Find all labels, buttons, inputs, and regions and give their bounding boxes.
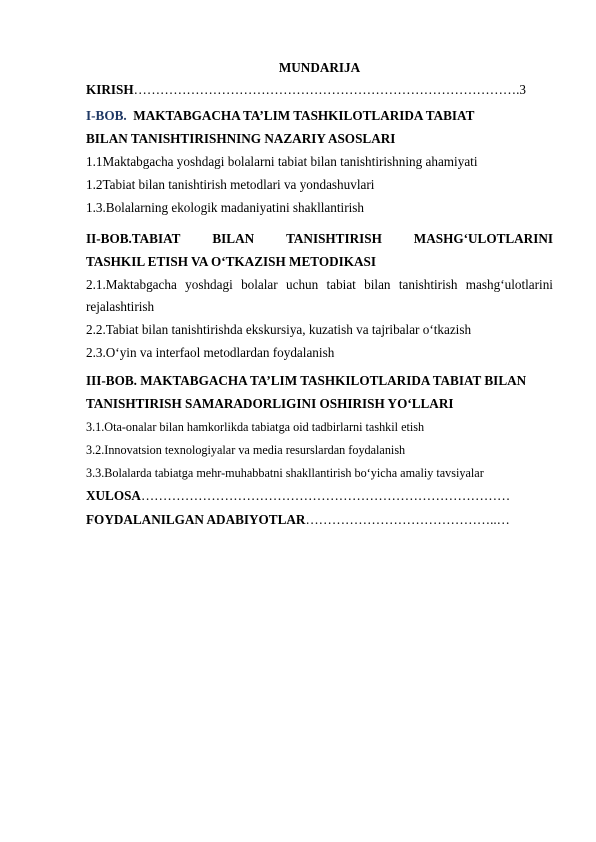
toc-entry-label: KIRISH — [86, 82, 134, 97]
chapter1-prefix: I-BOB. — [86, 108, 127, 123]
toc-dots: ………………………………………………………………………… — [140, 488, 511, 503]
item-word: mashg‘ulotlarini — [465, 277, 553, 292]
toc-item-1-3: 1.3.Bolalarning ekologik madaniyatini shakllantirish — [86, 200, 364, 215]
item-word: tabiat — [326, 277, 356, 292]
toc-item-3-3: 3.3.Bolalarda tabiatga mehr-muhabbatni shakllantirish bo‘yicha amaliy tavsiyalar — [86, 466, 484, 480]
chapter1-title-line2: BILAN TANISHTIRISHNING NAZARIY ASOSLARI — [86, 131, 396, 146]
item-word: uchun — [286, 277, 319, 292]
item-word: tanishtirish — [398, 277, 458, 292]
heading-word: BILAN — [212, 231, 255, 246]
toc-item-2-1 — [86, 277, 553, 293]
toc-entry-label: FOYDALANILGAN ADABIYOTLAR — [86, 512, 306, 527]
chapter1-title-line1: MAKTABGACHA TA’LIM TASHKILOTLARIDA TABIAT — [133, 108, 475, 123]
toc-entry-foydalanilgan — [86, 512, 553, 528]
item-word: 2.1.Maktabgacha — [86, 277, 177, 292]
chapter2-heading-line2: TASHKIL ETISH VA O‘TKAZISH METODIKASI — [86, 254, 376, 269]
toc-entry-kirish — [86, 82, 553, 98]
toc-dots: ……………………………………………………………………………. — [133, 82, 520, 97]
chapter3-heading-line2: TANISHTIRISH SAMARADORLIGINI OSHIRISH YO‘LLARI — [86, 396, 454, 411]
chapter1-heading — [86, 108, 553, 124]
heading-word: TANISHTIRISH — [286, 231, 382, 246]
chapter3-heading-line1: III-BOB. MAKTABGACHA TA’LIM TASHKILOTLARIDA TABIAT BILAN — [86, 373, 527, 388]
toc-item-2-3: 2.3.O‘yin va interfaol metodlardan foydalanish — [86, 345, 335, 360]
toc-item-2-2: 2.2.Tabiat bilan tanishtirishda ekskursiya, kuzatish va tajribalar o‘tkazish — [86, 322, 472, 337]
toc-item-1-1: 1.1Maktabgacha yoshdagi bolalarni tabiat bilan tanishtirishning ahamiyati — [86, 154, 478, 169]
toc-entry-label: XULOSA — [86, 488, 141, 503]
item-word: bolalar — [241, 277, 278, 292]
heading-word: MASHG‘ULOTLARINI — [413, 231, 553, 246]
item-word: yoshdagi — [185, 277, 233, 292]
toc-dots: ……………………………………..… — [305, 512, 510, 527]
item-word: bilan — [364, 277, 391, 292]
chapter2-heading-line1 — [86, 231, 553, 247]
toc-item-1-2: 1.2Tabiat bilan tanishtirish metodlari va yondashuvlari — [86, 177, 375, 192]
toc-page-number: 3 — [519, 82, 526, 97]
toc-item-2-1-cont: rejalashtirish — [86, 299, 155, 314]
toc-entry-xulosa — [86, 488, 553, 504]
toc-item-3-2: 3.2.Innovatsion texnologiyalar va media resurslardan foydalanish — [86, 443, 406, 457]
heading-word: II-BOB.TABIAT — [86, 231, 181, 246]
page-title: MUNDARIJA — [278, 60, 361, 75]
toc-item-3-1: 3.1.Ota-onalar bilan hamkorlikda tabiatga oid tadbirlarni tashkil etish — [86, 420, 425, 434]
